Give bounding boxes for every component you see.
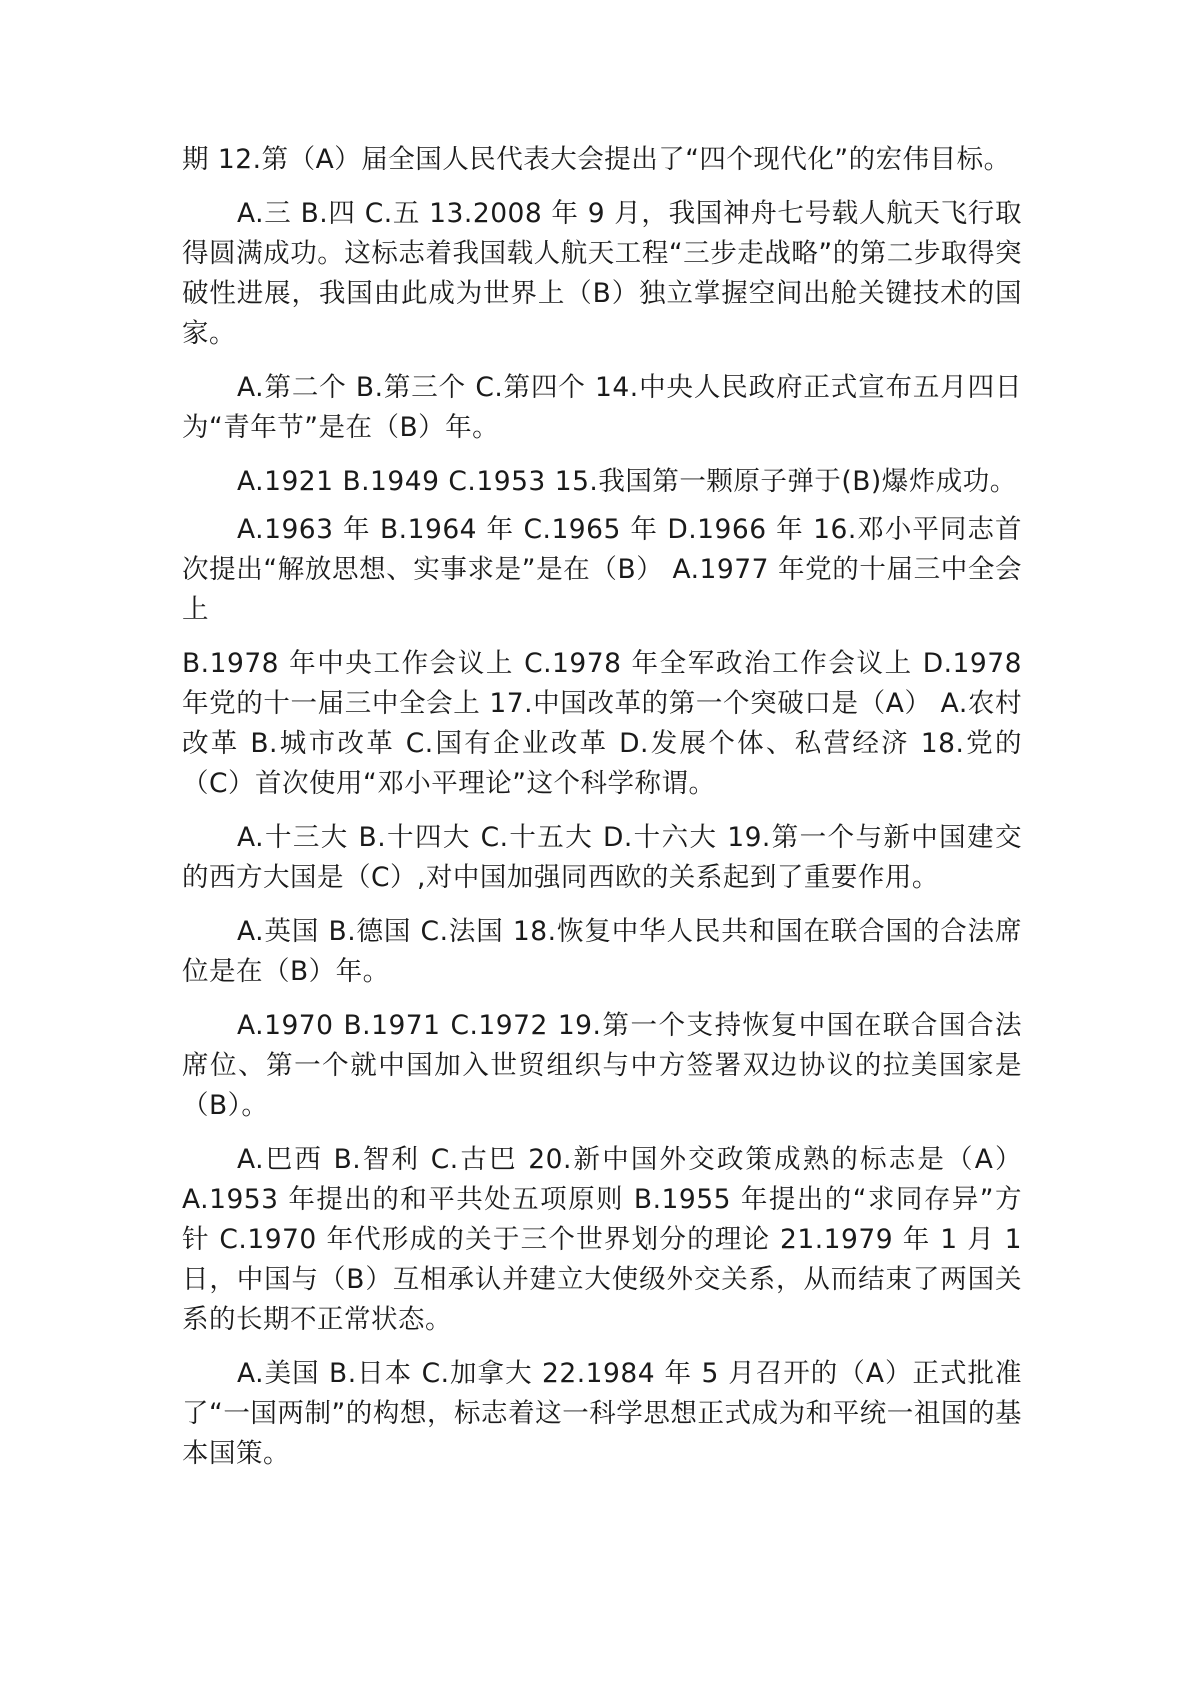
- paragraph-q17-q18: B.1978 年中央工作会议上 C.1978 年全军政治工作会议上 D.1978 年党的十一届三中全会上 17.中国改革的第一个突破口是（A） A.农村改革 B.城市改革 C.国有企业改革 D.发展个体、私营经济 18.党的（C）首次使用“邓小平理论”这个科学称谓。: [182, 648, 1022, 799]
- paragraph-q13: A.三 B.四 C.五 13.2008 年 9 月，我国神舟七号载人航天飞行取得圆满成功。这标志着我国载人航天工程“三步走战略”的第二步取得突破性进展，我国由此成为世界上（B）独立掌握空间出舱关键技术的国家。: [182, 198, 1022, 349]
- paragraph-q18b: A.英国 B.德国 C.法国 18.恢复中华人民共和国在联合国的合法席位是在（B）年。: [182, 916, 1022, 987]
- paragraph-q16: A.1963 年 B.1964 年 C.1965 年 D.1966 年 16.邓小平同志首次提出“解放思想、实事求是”是在（B） A.1977 年党的十届三中全会上: [182, 514, 1022, 625]
- paragraph-q14: A.第二个 B.第三个 C.第四个 14.中央人民政府正式宣布五月四日为“青年节”是在（B）年。: [182, 372, 1022, 443]
- paragraph-q15: A.1921 B.1949 C.1953 15.我国第一颗原子弹于(B)爆炸成功。: [237, 466, 1017, 497]
- paragraph-q12: 期 12.第（A）届全国人民代表大会提出了“四个现代化”的宏伟目标。: [182, 144, 1011, 175]
- document-body: [182, 140, 1022, 1474]
- paragraph-q22: A.美国 B.日本 C.加拿大 22.1984 年 5 月召开的（A）正式批准了“一国两制”的构想，标志着这一科学思想正式成为和平统一祖国的基本国策。: [182, 1358, 1022, 1469]
- paragraph-q19b: A.1970 B.1971 C.1972 19.第一个支持恢复中国在联合国合法席位、第一个就中国加入世贸组织与中方签署双边协议的拉美国家是（B）。: [182, 1010, 1022, 1121]
- paragraph-q19: A.十三大 B.十四大 C.十五大 D.十六大 19.第一个与新中国建交的西方大国是（C）,对中国加强同西欧的关系起到了重要作用。: [182, 822, 1022, 893]
- paragraph-q20-q21: A.巴西 B.智利 C.古巴 20.新中国外交政策成熟的标志是（A） A.1953 年提出的和平共处五项原则 B.1955 年提出的“求同存异”方针 C.1970 年代形成的关于三个世界划分的理论 21.1979 年 1 月 1 日，中国与（B）互相承认并建立大使级外交关系，从而结束了两国关系的长期不正常状态。: [182, 1144, 1022, 1335]
